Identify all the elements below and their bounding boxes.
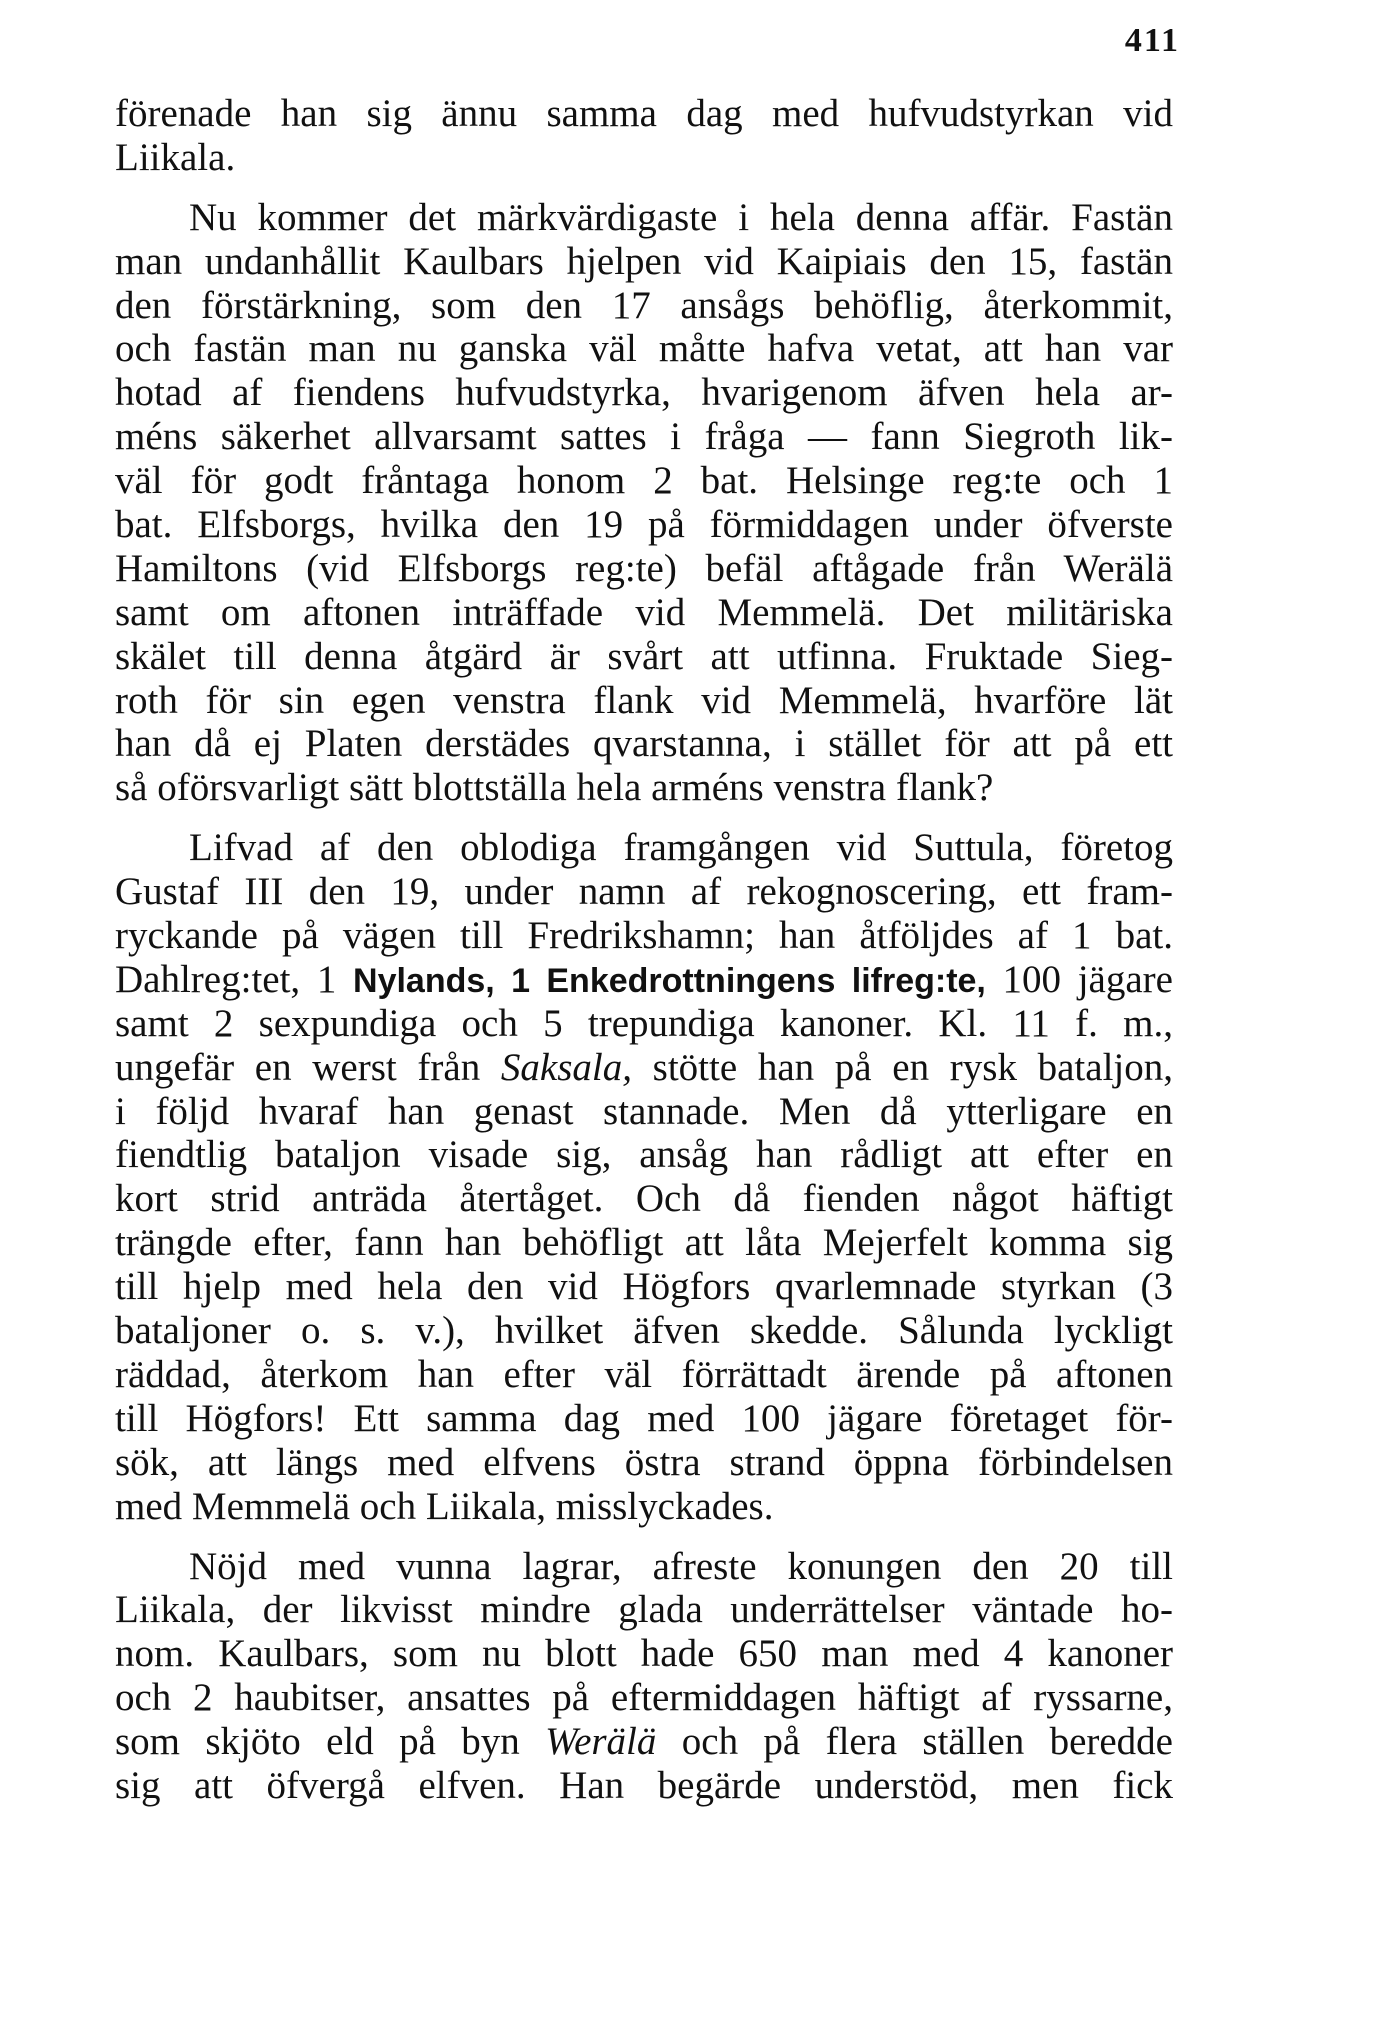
text-line: man undanhållit Kaulbars hjelpen vid Kaipiais den 15, fastän <box>115 239 1173 283</box>
text-line: sig att öfvergå elfven. Han begärde understöd, men fick <box>115 1763 1173 1807</box>
text-line <box>115 1720 1173 1764</box>
body-text <box>115 92 1173 1808</box>
text-line: Nöjd med vunna lagrar, afreste konungen den 20 till <box>189 1544 1173 1588</box>
text-run: stötte han på en rysk bataljon, <box>631 1045 1173 1089</box>
text-run: 100 jägare <box>985 957 1173 1001</box>
text-line: räddad, återkom han efter väl förrättadt ärende på aftonen <box>115 1352 1173 1396</box>
paragraph <box>115 826 1173 1528</box>
text-line: samt 2 sexpundiga och 5 trepundiga kanoner. Kl. 11 f. m., <box>115 1001 1173 1045</box>
text-run: som skjöto eld på byn <box>115 1720 546 1764</box>
text-line: och 2 haubitser, ansattes på eftermiddagen häftigt af ryssarne, <box>115 1676 1173 1720</box>
paragraph <box>115 92 1173 180</box>
text-line <box>115 958 1173 1002</box>
text-line: sök, att längs med elfvens östra strand öppna förbindelsen <box>115 1440 1173 1484</box>
text-line: méns säkerhet allvarsamt sattes i fråga — fann Siegroth lik- <box>115 415 1173 459</box>
text-line: Nu kommer det märkvärdigaste i hela denna affär. Fastän <box>189 195 1173 239</box>
text-line: till Högfors! Ett samma dag med 100 jägare företaget för- <box>115 1396 1173 1440</box>
text-line: med Memmelä och Liikala, misslyckades. <box>115 1484 774 1528</box>
text-line: samt om aftonen inträffade vid Memmelä. Det militäriska <box>115 590 1173 634</box>
italic-place-name: Saksala, <box>500 1045 632 1089</box>
text-line: Gustaf III den 19, under namn af rekognoscering, ett fram- <box>115 870 1173 914</box>
text-line: nom. Kaulbars, som nu blott hade 650 man med 4 kanoner <box>115 1632 1173 1676</box>
text-line: Liikala, der likvisst mindre glada underrättelser väntade ho- <box>115 1588 1173 1632</box>
text-line <box>115 1046 1173 1090</box>
page-number: 411 <box>1124 22 1180 59</box>
text-line: kort strid anträda återtåget. Och då fienden något häftigt <box>115 1177 1173 1221</box>
text-line: Lifvad af den oblodiga framgången vid Suttula, företog <box>189 826 1173 870</box>
text-line: bataljoner o. s. v.), hvilket äfven skedde. Sålunda lyckligt <box>115 1309 1173 1353</box>
text-line: skälet till denna åtgärd är svårt att utfinna. Fruktade Sieg- <box>115 634 1173 678</box>
text-run: Dahlreg:tet, 1 <box>115 957 354 1001</box>
text-line: ryckande på vägen till Fredrikshamn; han åtföljdes af 1 bat. <box>115 914 1173 958</box>
text-line: fiendtlig bataljon visade sig, ansåg han rådligt att efter en <box>115 1133 1173 1177</box>
text-run: ungefär en werst från <box>115 1045 501 1089</box>
italic-place-name: Werälä <box>545 1720 657 1764</box>
text-run: och på flera ställen beredde <box>656 1720 1173 1764</box>
paragraph <box>115 1545 1173 1808</box>
text-line: den förstärkning, som den 17 ansågs behöflig, återkommit, <box>115 283 1173 327</box>
text-line: Hamiltons (vid Elfsborgs reg:te) befäl aftågade från Werälä <box>115 546 1173 590</box>
text-line: han då ej Platen derstädes qvarstanna, i stället för att på ett <box>115 722 1173 766</box>
text-line: bat. Elfsborgs, hvilka den 19 på förmiddagen under öfverste <box>115 503 1173 547</box>
text-line: roth för sin egen venstra flank vid Memmelä, hvarföre lät <box>115 678 1173 722</box>
text-line: till hjelp med hela den vid Högfors qvarlemnade styrkan (3 <box>115 1265 1173 1309</box>
sans-bold-run: Nylands, 1 Enkedrottningens lifreg:te, <box>353 961 986 1000</box>
text-line: i följd hvaraf han genast stannade. Men då ytterligare en <box>115 1089 1173 1133</box>
paragraph <box>115 196 1173 810</box>
text-line: Liikala. <box>115 135 236 179</box>
text-line: så oförsvarligt sätt blottställa hela arméns venstra flank? <box>115 766 994 810</box>
text-line: väl för godt fråntaga honom 2 bat. Helsinge reg:te och 1 <box>115 459 1173 503</box>
text-line: och fastän man nu ganska väl måtte hafva vetat, att han var <box>115 327 1173 371</box>
text-line: hotad af fiendens hufvudstyrka, hvarigenom äfven hela ar- <box>115 371 1173 415</box>
text-line: trängde efter, fann han behöfligt att låta Mejerfelt komma sig <box>115 1221 1173 1265</box>
text-line: förenade han sig ännu samma dag med hufvudstyrkan vid <box>115 92 1173 135</box>
